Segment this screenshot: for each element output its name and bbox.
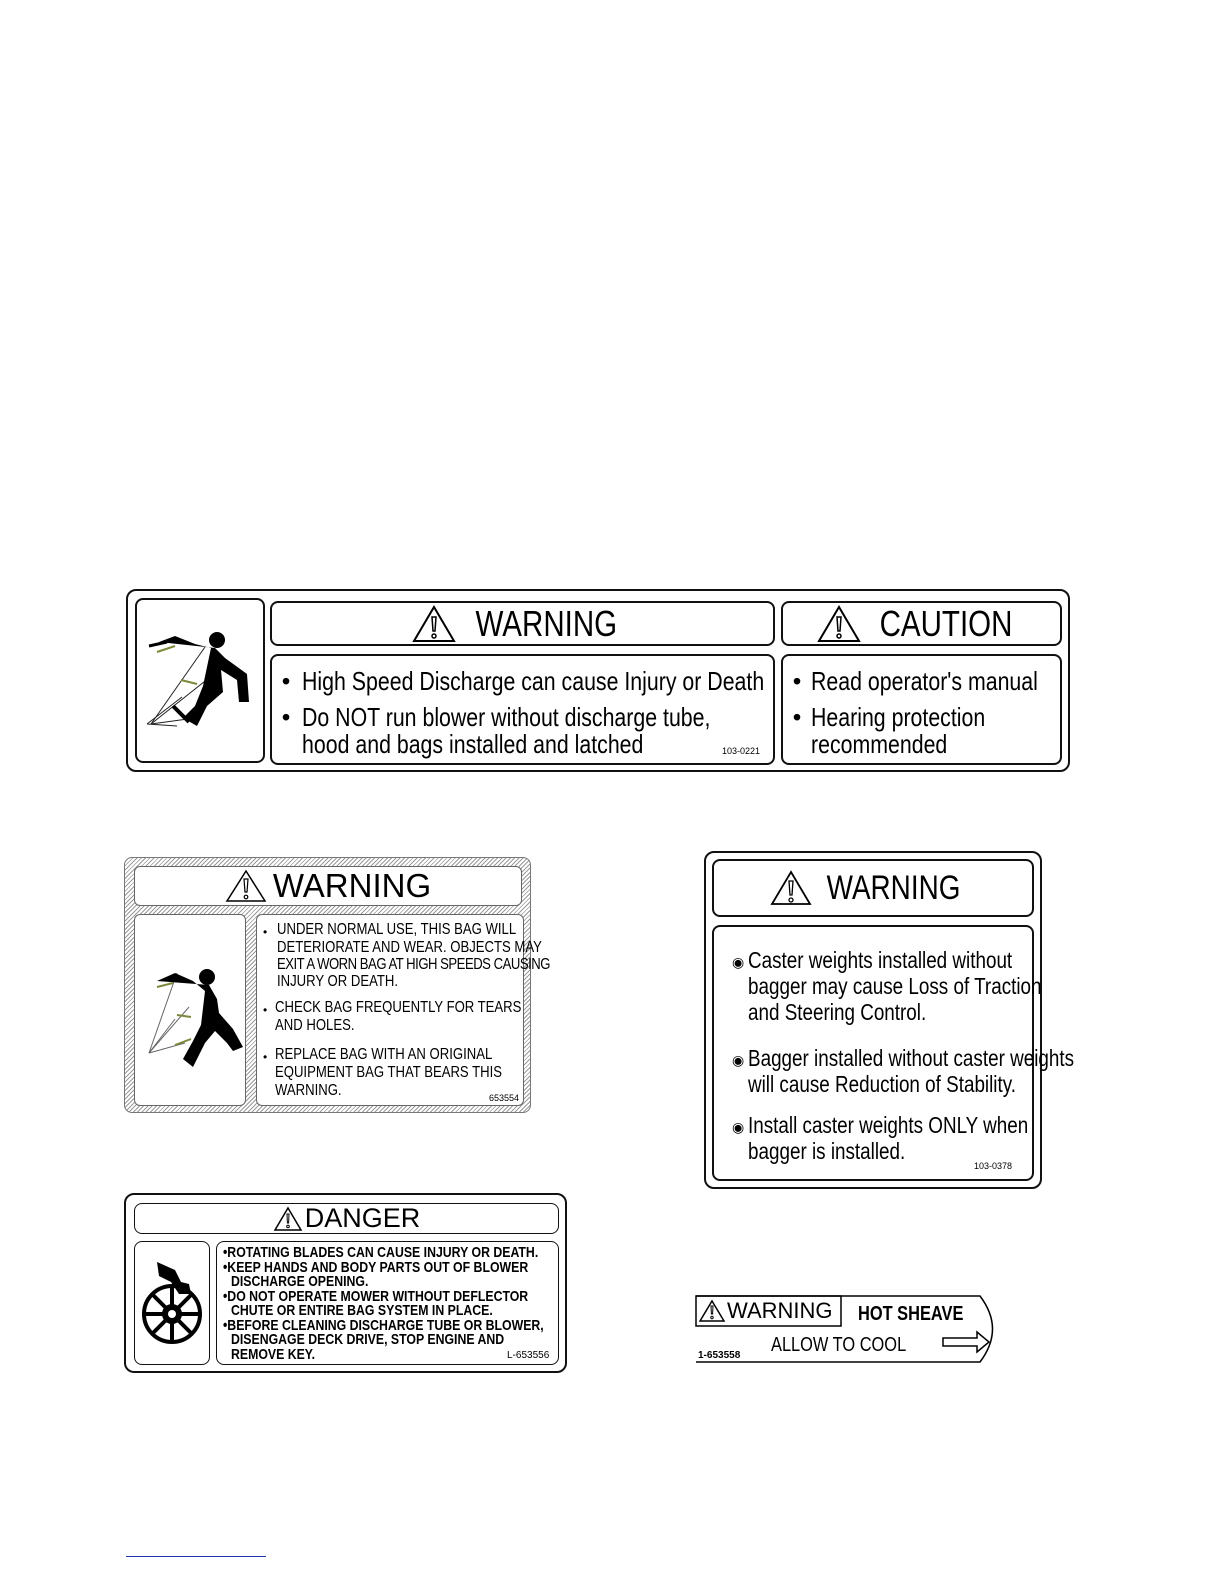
discharge-icon-panel [135,598,265,763]
caster-warning-item: and Steering Control. [748,999,927,1025]
decal-danger [124,1193,567,1373]
bag-warning-item: DETERIORATE AND WEAR. OBJECTS MAY [277,939,542,956]
danger-part-number: L-653556 [507,1350,550,1361]
bag-part-number: 653554 [489,1093,520,1103]
caster-warning-header [712,859,1034,917]
caster-warning-item: will cause Reduction of Stability. [748,1071,1017,1097]
discharge-caution-body: • Read operator's manual • Hearing protection recommended [781,654,1062,765]
thrown-object-runner-icon [135,915,245,1105]
danger-item: •DO NOT OPERATE MOWER WITHOUT DEFLECTOR [223,1288,529,1305]
discharge-caution-item: recommended [811,729,948,759]
thrown-object-runner-icon [137,600,263,761]
bag-warning-item: REPLACE BAG WITH AN ORIGINAL [275,1046,493,1063]
caster-warning-item: Bagger installed without caster weights [748,1045,1075,1071]
caster-warning-item: bagger may cause Loss of Traction [748,973,1042,999]
decal-sheave [695,1294,1007,1364]
danger-item: •BEFORE CLEANING DISCHARGE TUBE OR BLOWER, [223,1317,544,1334]
caster-warning-title: WARNING [827,868,961,907]
sheave-cool-label: ALLOW TO COOL [771,1334,907,1356]
danger-icon-panel [134,1241,210,1365]
caster-part-number: 103-0378 [974,1161,1013,1171]
discharge-warning-body: • High Speed Discharge can cause Injury or Death • Do NOT run blower without discharge tube, hood and bags installed and latched 103-0221 [270,654,775,765]
sheave-hot-label: HOT SHEAVE [858,1303,964,1325]
danger-text-panel [216,1241,559,1365]
warning-triangle-icon [412,605,456,643]
discharge-part-number: 103-0221 [722,746,761,756]
danger-triangle-icon [273,1206,303,1232]
discharge-warning-item: Do NOT run blower without discharge tube, [302,702,711,732]
decal-bag [124,857,550,1113]
bag-warning-title: WARNING [272,867,432,904]
decal-caster [704,851,1075,1189]
sheave-warning-title: WARNING [727,1298,833,1323]
bag-warning-item: UNDER NORMAL USE, THIS BAG WILL [277,921,517,938]
footnote-rule [126,1556,266,1557]
danger-item: DISCHARGE OPENING. [231,1273,369,1290]
danger-header [134,1203,559,1234]
danger-title: DANGER [304,1203,421,1233]
decal-discharge [126,589,1070,772]
caster-warning-item: Caster weights installed without [748,947,1013,973]
rotating-blade-hand-icon [135,1242,209,1364]
caution-triangle-icon [817,605,861,643]
discharge-caution-item: Read operator's manual [811,666,1038,696]
bag-warning-item: CHECK BAG FREQUENTLY FOR TEARS [275,999,522,1016]
bag-warning-item: EXIT A WORN BAG AT HIGH SPEEDS CAUSING [277,956,550,973]
danger-item: CHUTE OR ENTIRE BAG SYSTEM IN PLACE. [231,1302,493,1319]
caster-warning-item: bagger is installed. [748,1138,906,1164]
warning-triangle-icon [699,1299,725,1323]
discharge-warning-item: hood and bags installed and latched [302,729,644,759]
bag-warning-item: AND HOLES. [275,1017,355,1034]
danger-item: REMOVE KEY. [231,1346,316,1363]
warning-triangle-icon [770,870,812,906]
discharge-caution-item: Hearing protection [811,702,986,732]
caster-warning-item: Install caster weights ONLY when [748,1112,1029,1138]
caster-warning-body: ◉ Caster weights installed without bagger may cause Loss of Traction and Steering Control. ◉ Bagger installed without caster weights will cause Reduction of Stability. ◉ Install caster weights ONLY when bagger is installed. 103-0378 [712,925,1034,1181]
bag-warning-item: WARNING. [275,1082,342,1099]
discharge-warning-item: High Speed Discharge can cause Injury or Death [302,666,765,696]
sheave-part-number: 1-653558 [698,1350,741,1361]
bag-icon-panel [134,914,246,1106]
discharge-warning-header [270,601,775,646]
discharge-caution-title: CAUTION [879,602,1012,644]
discharge-caution-header [781,601,1062,646]
bag-text-panel: • UNDER NORMAL USE, THIS BAG WILL DETERIORATE AND WEAR. OBJECTS MAY EXIT A WORN BAG AT HIGH SPEEDS CAUSING INJURY OR DEATH. • CHECK BAG FREQUENTLY FOR TEARS AND HOLES. • REPLACE BAG WITH AN ORIGINAL EQUIPMENT BAG THAT BEARS THIS WARNING. 653554 [256,914,524,1106]
bag-warning-header [134,866,522,906]
discharge-warning-title: WARNING [475,602,618,644]
danger-item: DISENGAGE DECK DRIVE, STOP ENGINE AND [231,1331,505,1348]
warning-triangle-icon [225,869,267,903]
danger-item: •KEEP HANDS AND BODY PARTS OUT OF BLOWER [223,1259,529,1276]
bag-warning-item: EQUIPMENT BAG THAT BEARS THIS [275,1064,502,1081]
danger-item: •ROTATING BLADES CAN CAUSE INJURY OR DEATH. [223,1244,539,1261]
bag-warning-item: INJURY OR DEATH. [277,973,399,990]
